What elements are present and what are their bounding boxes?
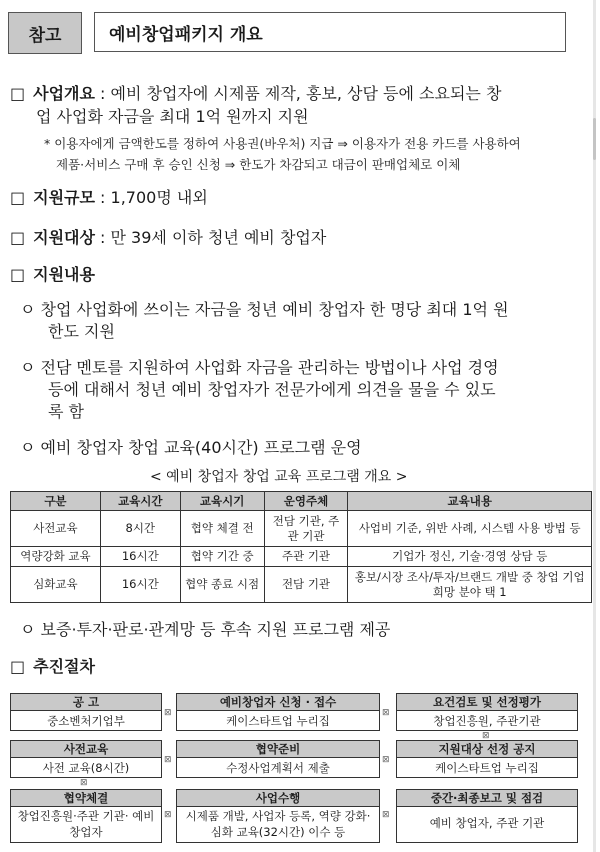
- table-cell: 협약 종료 시점: [180, 567, 264, 603]
- target-line: [10, 226, 326, 249]
- procedure-step-2: [176, 693, 380, 731]
- table-cell: 16시간: [100, 547, 180, 567]
- table-cell: 사업비 기준, 위반 사례, 시스템 사용 방법 등: [348, 511, 592, 547]
- procedure-step-body: 예비 창업자, 주관 기관: [429, 816, 545, 830]
- table-cell: 기업가 정신, 기술·경영 상담 등: [348, 547, 592, 567]
- content-bullet-1: [20, 298, 509, 321]
- table-header-row: [11, 492, 592, 511]
- table-title: < 예비 창업자 창업 교육 프로그램 개요 >: [150, 469, 408, 485]
- content-label: 지원내용: [33, 265, 95, 284]
- overview-label: 사업개요: [33, 84, 95, 103]
- overview-text-1: : 예비 창업자에 시제품 제작, 홍보, 상담 등에 소요되는 창: [94, 84, 502, 103]
- table-cell: 전담 기관: [264, 567, 348, 603]
- table-cell: 16시간: [100, 567, 180, 603]
- table-header-cell: 운영주체: [264, 492, 348, 511]
- procedure-step-head: 협약체결: [11, 790, 161, 807]
- procedure-step-head: 공 고: [11, 694, 161, 711]
- education-table: [10, 491, 592, 603]
- arrow-left-icon: ⊠: [164, 755, 172, 765]
- procedure-step-body: 창업진흥원, 주관기관: [433, 714, 541, 728]
- procedure-step-head: 협약준비: [177, 741, 379, 758]
- table-cell: 협약 기간 중: [180, 547, 264, 567]
- content-bullet-2-cont-1: 등에 대해서 청년 예비 창업자가 전문가에게 의견을 물을 수 있도: [48, 380, 496, 399]
- procedure-step-head: 사업수행: [177, 790, 379, 807]
- procedure-step-body: 케이스타트업 누리집: [435, 761, 539, 775]
- table-cell: 8시간: [100, 511, 180, 547]
- content-bullet-2-cont-2: 록 함: [48, 402, 84, 421]
- table-row: [11, 511, 592, 547]
- overview-text-2: 업 사업화 자금을 최대 1억 원까지 지원: [36, 107, 309, 126]
- arrow-right-icon: ⊠: [164, 810, 172, 820]
- circle-bullet-icon: ㅇ: [20, 358, 41, 377]
- table-row: [11, 547, 592, 567]
- procedure-step-head: 사전교육: [11, 741, 161, 758]
- arrow-right-icon: ⊠: [382, 810, 390, 820]
- content-bullet-1-cont: 한도 지원: [48, 322, 115, 341]
- content-bullet-2: [20, 356, 499, 379]
- procedure-step-body: 수정사업계획서 제출: [226, 761, 330, 775]
- content-bullet-4: [20, 618, 390, 641]
- procedure-step-body: 케이스타트업 누리집: [226, 714, 330, 728]
- procedure-step-9: [396, 789, 578, 843]
- content-heading: [10, 263, 95, 286]
- table-header-cell: 교육시간: [100, 492, 180, 511]
- procedure-step-head: 중간·최종보고 및 점검: [397, 790, 577, 807]
- scale-line: [10, 186, 208, 209]
- procedure-step-head: 지원대상 선정 공지: [397, 741, 577, 758]
- table-cell: 사전교육: [11, 511, 101, 547]
- table-cell: 주관 기관: [264, 547, 348, 567]
- square-bullet-icon: □: [10, 228, 26, 247]
- circle-bullet-icon: ㅇ: [20, 438, 41, 457]
- arrow-down-icon: ⊠: [482, 731, 490, 741]
- overview-line-1: [10, 82, 501, 105]
- square-bullet-icon: □: [10, 188, 26, 207]
- page-header: [8, 12, 568, 54]
- table-cell: 심화교육: [11, 567, 101, 603]
- scale-text: : 1,700명 내외: [94, 188, 208, 207]
- scrollbar-thumb[interactable]: [593, 118, 596, 160]
- content-bullet-3: [20, 436, 362, 459]
- procedure-step-5: [176, 740, 380, 778]
- reference-tag: 참고: [8, 12, 82, 54]
- page-title: 예비창업패키지 개요: [94, 12, 566, 52]
- procedure-step-7: [10, 789, 162, 843]
- arrow-down-icon: ⊠: [80, 778, 88, 788]
- table-cell: 전담 기관, 주관 기관: [264, 511, 348, 547]
- table-cell: 홍보/시장 조사/투자/브랜드 개발 중 창업 기업 희망 분야 택 1: [348, 567, 592, 603]
- table-row: [11, 567, 592, 603]
- procedure-heading: [10, 655, 95, 678]
- procedure-step-4: [10, 740, 162, 778]
- content-bullet-3-text: 예비 창업자 창업 교육(40시간) 프로그램 운영: [40, 438, 362, 457]
- table-header-cell: 교육시기: [180, 492, 264, 511]
- content-bullet-1-text: 창업 사업화에 쓰이는 자금을 청년 예비 창업자 한 명당 최대 1억 원: [40, 300, 509, 319]
- overview-note-1: * 이용자에게 금액한도를 정하여 사용권(바우처) 지급 ⇒ 이용자가 전용 카드를 사용하여: [44, 136, 521, 151]
- square-bullet-icon: □: [10, 265, 26, 284]
- procedure-step-1: [10, 693, 162, 731]
- procedure-step-body: 창업진흥원·주관 기관· 예비 창업자: [17, 809, 155, 839]
- procedure-step-6: [396, 740, 578, 778]
- procedure-step-3: [396, 693, 578, 731]
- target-label: 지원대상: [33, 228, 95, 247]
- circle-bullet-icon: ㅇ: [20, 620, 41, 639]
- table-cell: 역량강화 교육: [11, 547, 101, 567]
- arrow-left-icon: ⊠: [382, 755, 390, 765]
- target-text: : 만 39세 이하 청년 예비 창업자: [94, 228, 327, 247]
- procedure-step-head: 요건검토 및 선정평가: [397, 694, 577, 711]
- table-header-cell: 교육내용: [348, 492, 592, 511]
- procedure-step-body: 중소벤처기업부: [47, 714, 125, 728]
- scale-label: 지원규모: [33, 188, 95, 207]
- square-bullet-icon: □: [10, 657, 26, 676]
- procedure-label: 추진절차: [33, 657, 95, 676]
- overview-note-2: 제품·서비스 구매 후 승인 신청 ⇒ 한도가 차감되고 대금이 판매업체로 이체: [56, 157, 461, 172]
- table-cell: 협약 체결 전: [180, 511, 264, 547]
- circle-bullet-icon: ㅇ: [20, 300, 41, 319]
- procedure-step-head: 예비창업자 신청 · 접수: [177, 694, 379, 711]
- procedure-step-body: 시제품 개발, 사업자 등록, 역량 강화·심화 교육(32시간) 이수 등: [185, 809, 371, 839]
- arrow-right-icon: ⊠: [382, 708, 390, 718]
- procedure-step-body: 사전 교육(8시간): [42, 761, 130, 775]
- table-header-cell: 구분: [11, 492, 101, 511]
- content-bullet-4-text: 보증·투자·판로·관계망 등 후속 지원 프로그램 제공: [40, 620, 391, 639]
- square-bullet-icon: □: [10, 84, 26, 103]
- procedure-step-8: [176, 789, 380, 843]
- content-bullet-2-text: 전담 멘토를 지원하여 사업화 자금을 관리하는 방법이나 사업 경영: [40, 358, 499, 377]
- arrow-right-icon: ⊠: [164, 708, 172, 718]
